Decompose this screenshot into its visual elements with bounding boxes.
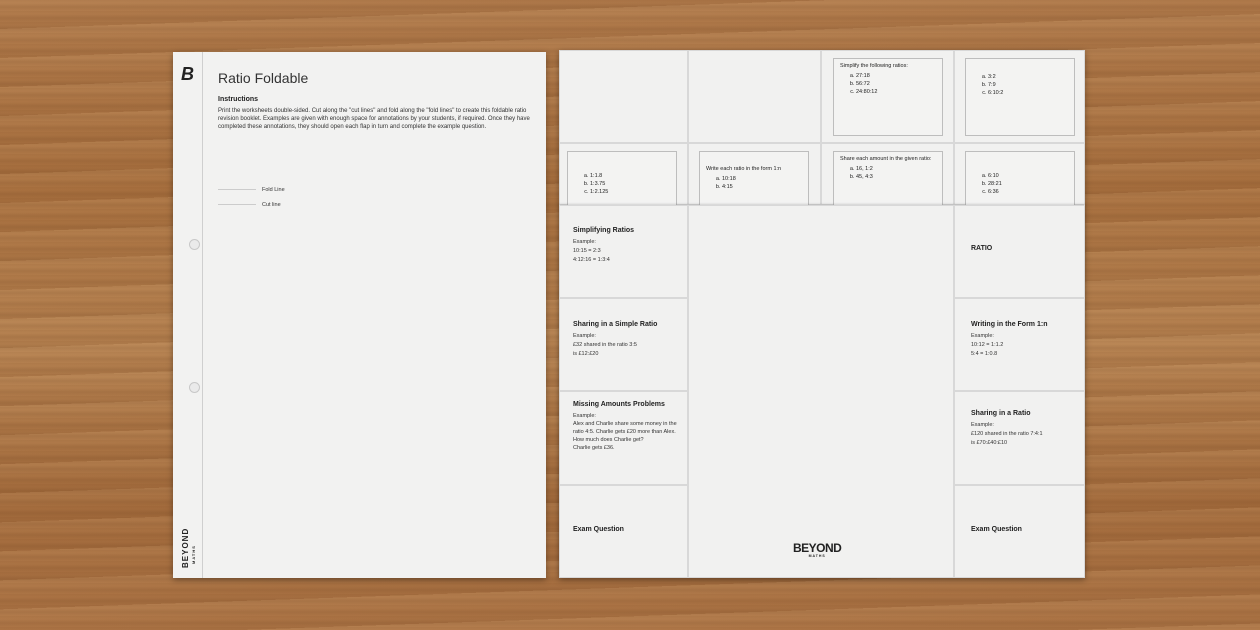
question-item: b. 4:15 (722, 183, 802, 191)
cut-line-swatch (218, 204, 256, 205)
section-line: Example: (573, 413, 596, 419)
section-line: 10:12 = 1:1.2 (971, 342, 1004, 348)
section-heading: Simplifying Ratios (573, 227, 635, 234)
section-line: Example: (971, 333, 994, 339)
answer-item: a. 3:2 (988, 73, 1068, 81)
section-heading: Writing in the Form 1:n (971, 321, 1048, 328)
section-line: Example: (573, 333, 596, 339)
section-text (573, 332, 637, 359)
legend-label: Cut line (262, 202, 281, 208)
share-question-box (833, 151, 943, 205)
section-line: is £70:£40:£10 (971, 440, 1008, 446)
section-line: is £12:£20 (573, 351, 599, 357)
section-heading: Missing Amounts Problems (573, 401, 665, 408)
question-item: b. 56:72 (856, 80, 936, 88)
brand-subtext: MATHS (808, 554, 826, 558)
grid-cell (688, 50, 821, 143)
question-item: a. 16, 1:2 (856, 165, 936, 173)
brand-text: BEYOND (793, 541, 842, 555)
question-text: Write each ratio in the form 1:n (706, 166, 782, 172)
punch-hole-icon (189, 382, 200, 393)
answer-item: c. 6:10:2 (988, 89, 1068, 97)
beyond-logo-icon: B (181, 64, 194, 84)
answer-item: c. 6:36 (988, 188, 1068, 196)
section-heading: Exam Question (971, 526, 1022, 533)
instructions-heading: Instructions (218, 96, 259, 103)
section-line: Example: (573, 239, 596, 245)
answer-box (965, 58, 1075, 136)
section-heading: RATIO (971, 245, 993, 252)
section-line: 4:12:16 = 1:3:4 (573, 257, 610, 263)
legend-label: Fold Line (262, 187, 285, 193)
answer-box (567, 151, 677, 205)
punch-hole-icon (189, 239, 200, 250)
section-text (573, 412, 685, 452)
instructions-sheet (173, 52, 546, 578)
section-text (971, 332, 1003, 359)
foldable-sheet (559, 50, 1085, 578)
form-question-box (699, 151, 809, 205)
section-line: Alex and Charlie share some money in the ratio 4:5. Charlie gets £20 more than Alex. How much does Charlie get? (573, 421, 677, 443)
question-item: c. 24:80:12 (856, 88, 936, 96)
vertical-brand (177, 512, 207, 612)
simplify-question-box (833, 58, 943, 136)
answer-item: b. 28:21 (988, 180, 1068, 188)
section-heading: Sharing in a Ratio (971, 410, 1031, 417)
answer-box (965, 151, 1075, 205)
section-heading: Exam Question (573, 526, 624, 533)
section-line: £32 shared in the ratio 3:5 (573, 342, 637, 348)
section-line: £120 shared in the ratio 7:4:1 (971, 431, 1043, 437)
answer-item: a. 1:1.8 (590, 172, 670, 180)
section-text (573, 238, 610, 265)
question-item: a. 10:18 (722, 175, 802, 183)
vertical-brand-text: BEYOND (181, 527, 190, 568)
fold-line-swatch (218, 189, 256, 190)
margin-line (202, 52, 203, 578)
question-item: a. 27:18 (856, 72, 936, 80)
section-line: Charlie gets £36. (573, 445, 615, 451)
question-text: Share each amount in the given ratio: (840, 156, 932, 162)
instructions-body: Print the worksheets double-sided. Cut along the "cut lines" and fold along the "fold lines" to create this foldable ratio revision booklet. Examples are given with enough space for annotations by your students, if required. Once they have completed these annotations, they should open each flap in turn and complete the example question. (218, 108, 530, 130)
answer-item: a. 6:10 (988, 172, 1068, 180)
section-line: Example: (971, 422, 994, 428)
legend-cut-line (218, 202, 281, 208)
section-heading: Sharing in a Simple Ratio (573, 321, 658, 328)
booklet-cover (559, 205, 1085, 578)
grid-cell (559, 50, 688, 143)
center-panel (688, 205, 954, 578)
answer-item: b. 7:9 (988, 81, 1068, 89)
section-line: 10:15 = 2:3 (573, 248, 601, 254)
answer-item: b. 1:3.75 (590, 180, 670, 188)
question-text: Simplify the following ratios: (840, 63, 908, 69)
vertical-brand-sub: MATHS (191, 545, 196, 564)
answer-item: c. 1:2.125 (590, 188, 670, 196)
page-title: Ratio Foldable (218, 70, 309, 86)
beyond-logo (793, 541, 841, 558)
section-line: 5:4 = 1:0.8 (971, 351, 998, 357)
legend-fold-line (218, 187, 285, 193)
question-item: b. 45, 4:3 (856, 173, 936, 181)
section-text (971, 421, 1043, 448)
